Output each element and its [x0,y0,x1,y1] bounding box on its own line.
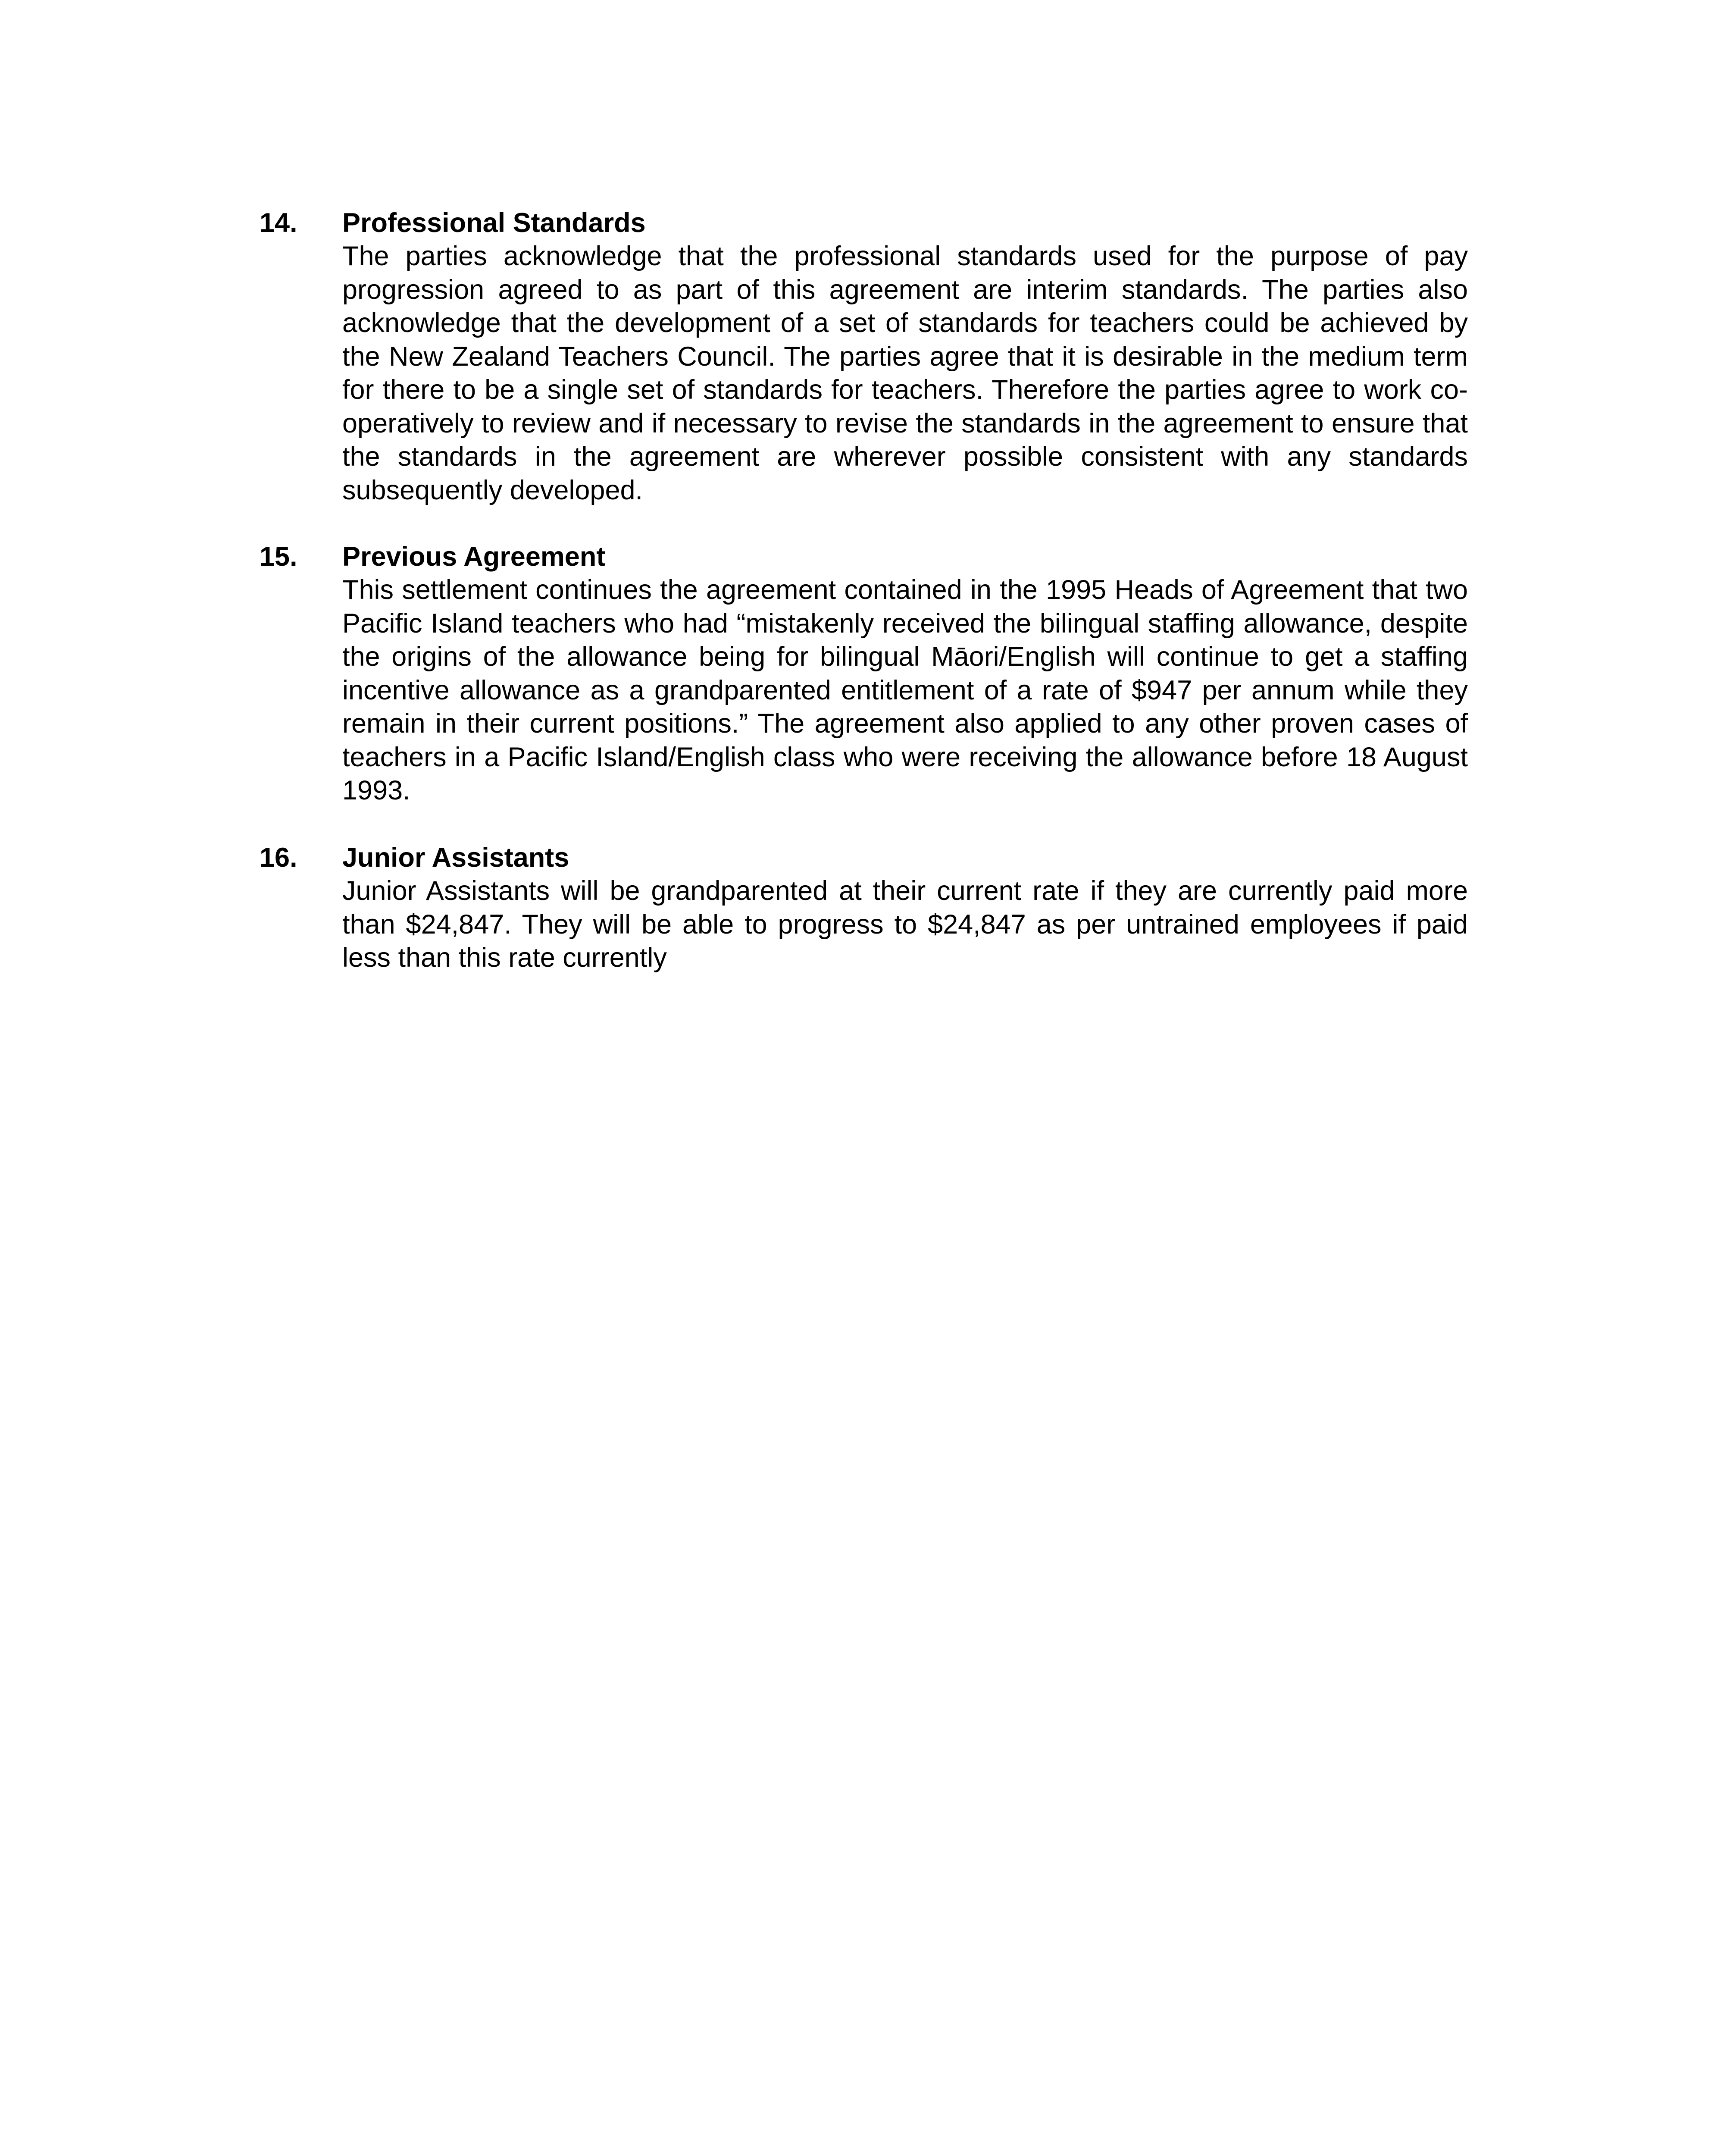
section-body: The parties acknowledge that the professional standards used for the purpose of pay progression agreed to as part of this agreement are interim standards. The parties also acknowledge that the development of a set of standards for teachers could be achieved by the New Zealand Teachers Council. The parties agree that it is desirable in the medium term for there to be a single set of standards for teachers. Therefore the parties agree to work co-operatively to review and if necessary to revise the standards in the agreement to ensure that the standards in the agreement are wherever possible consistent with any standards subsequently developed. [342,241,1468,505]
section-number: 15. [260,542,297,572]
section-body: Junior Assistants will be grandparented at their current rate if they are currently paid more than $24,847. They will be able to progress to $24,847 as per untrained employees if paid less than this rate currently [342,876,1468,973]
section-title: Junior Assistants [342,843,569,873]
section-number: 16. [260,843,297,873]
section-title: Professional Standards [342,208,646,238]
section-title: Previous Agreement [342,542,606,572]
section-body: This settlement continues the agreement contained in the 1995 Heads of Agreement that two Pacific Island teachers who had “mistakenly received the bilingual staffing allowance, despite the origins of the allowance being for bilingual Māori/English will continue to get a staffing incentive allowance as a grandparented entitlement of a rate of $947 per annum while they remain in their current positions.” The agreement also applied to any other proven cases of teachers in a Pacific Island/English class who were receiving the allowance before 18 August 1993. [342,575,1468,805]
section-number: 14. [260,208,297,238]
